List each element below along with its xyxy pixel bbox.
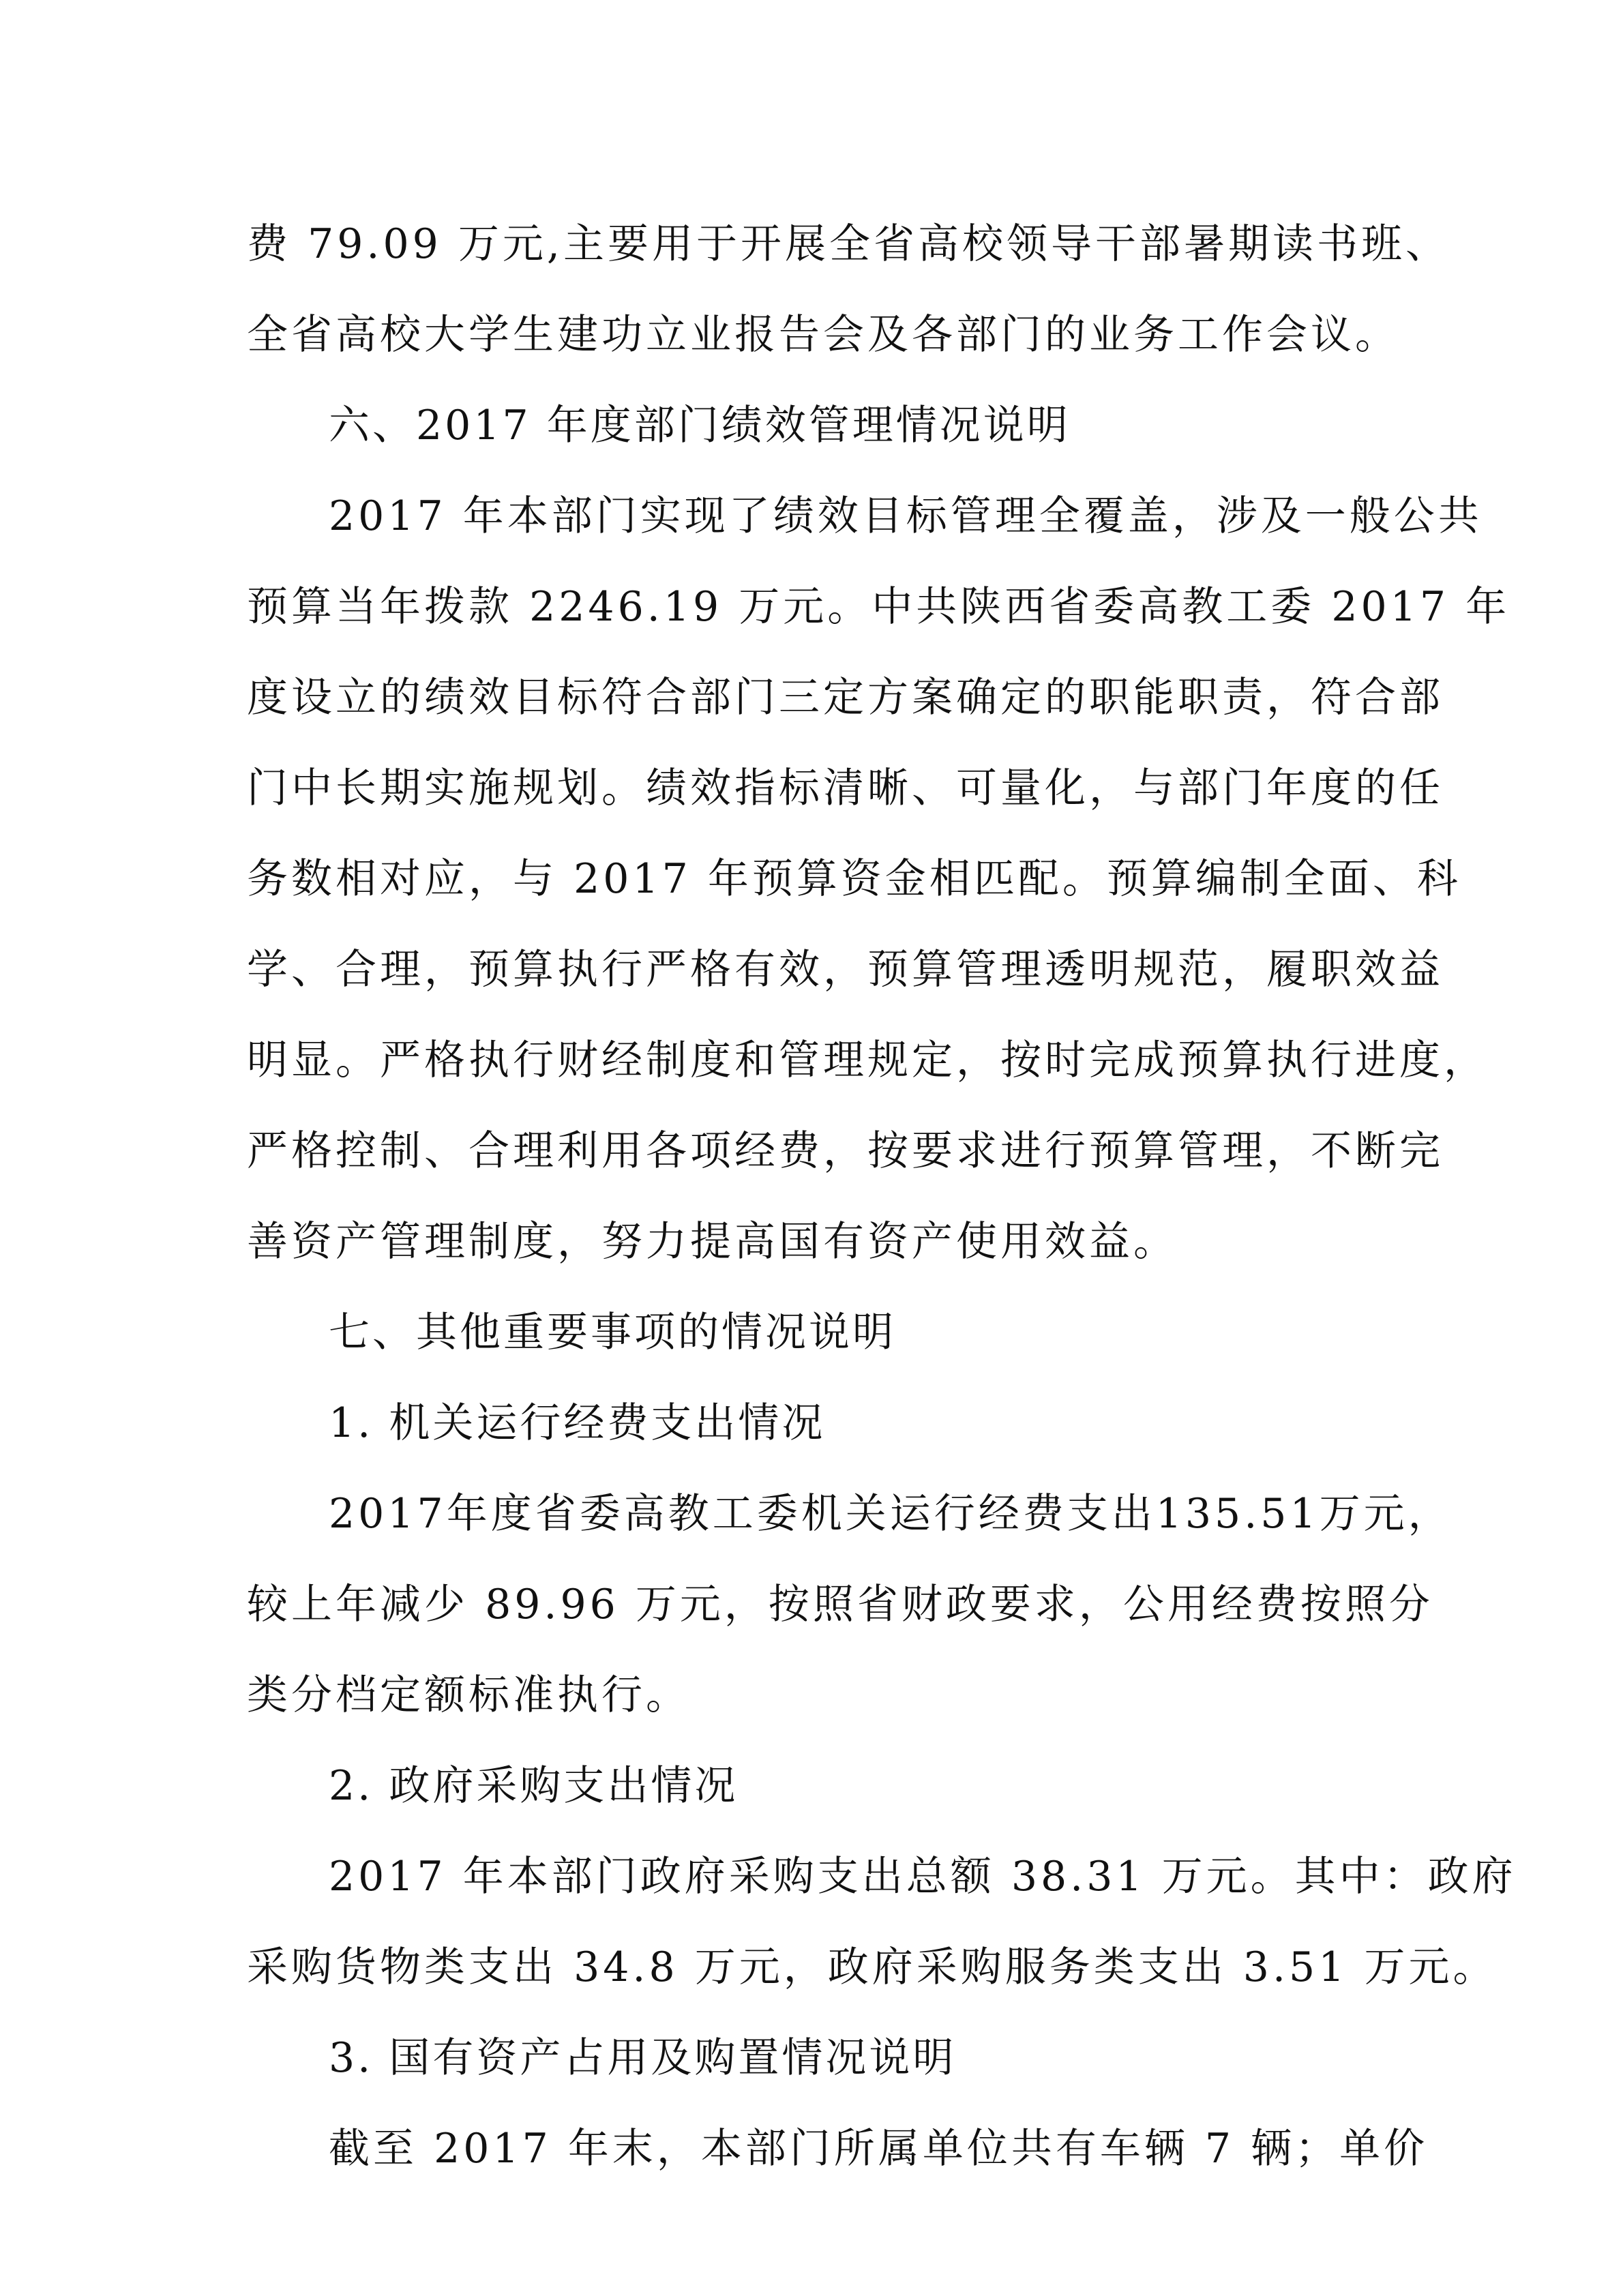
paragraph-line: 类分档定额标准执行。 — [247, 1671, 690, 1719]
paragraph-line: 全省高校大学生建功立业报告会及各部门的业务工作会议。 — [247, 311, 1399, 359]
paragraph-line: 较上年减少 89.96 万元，按照省财政要求，公用经费按照分 — [247, 1581, 1433, 1628]
paragraph-line: 善资产管理制度，努力提高国有资产使用效益。 — [247, 1218, 1178, 1266]
paragraph-line: 2017年度省委高教工委机关运行经费支出135.51万元， — [329, 1490, 1453, 1538]
paragraph-line: 采购货物类支出 34.8 万元，政府采购服务类支出 3.51 万元。 — [247, 1943, 1498, 1991]
paragraph-line: 费 79.09 万元,主要用于开展全省高校领导干部暑期读书班、 — [247, 220, 1450, 268]
section-heading-6: 六、2017 年度部门绩效管理情况说明 — [329, 402, 1071, 449]
section-heading-7: 七、其他重要事项的情况说明 — [329, 1309, 896, 1356]
subheading-2: 2. 政府采购支出情况 — [329, 1762, 739, 1810]
paragraph-line: 预算当年拨款 2246.19 万元。中共陕西省委高教工委 2017 年 — [247, 583, 1510, 631]
paragraph-line: 明显。严格执行财经制度和管理规定，按时完成预算执行进度， — [247, 1037, 1488, 1084]
paragraph-line: 学、合理，预算执行严格有效，预算管理透明规范，履职效益 — [247, 946, 1444, 994]
paragraph-line: 门中长期实施规划。绩效指标清晰、可量化，与部门年度的任 — [247, 764, 1444, 812]
paragraph-line: 2017 年本部门实现了绩效目标管理全覆盖，涉及一般公共 — [329, 492, 1483, 540]
paragraph-line: 务数相对应，与 2017 年预算资金相匹配。预算编制全面、科 — [247, 855, 1461, 903]
paragraph-line: 严格控制、合理利用各项经费，按要求进行预算管理，不断完 — [247, 1127, 1444, 1175]
document-body — [247, 199, 1517, 2194]
paragraph-line: 截至 2017 年末，本部门所属单位共有车辆 7 辆；单价 — [329, 2125, 1429, 2173]
subheading-3: 3. 国有资产占用及购置情况说明 — [329, 2034, 957, 2082]
paragraph-line: 2017 年本部门政府采购支出总额 38.31 万元。其中：政府 — [329, 1853, 1517, 1900]
subheading-1: 1. 机关运行经费支出情况 — [329, 1399, 826, 1447]
paragraph-line: 度设立的绩效目标符合部门三定方案确定的职能职责，符合部 — [247, 674, 1444, 721]
